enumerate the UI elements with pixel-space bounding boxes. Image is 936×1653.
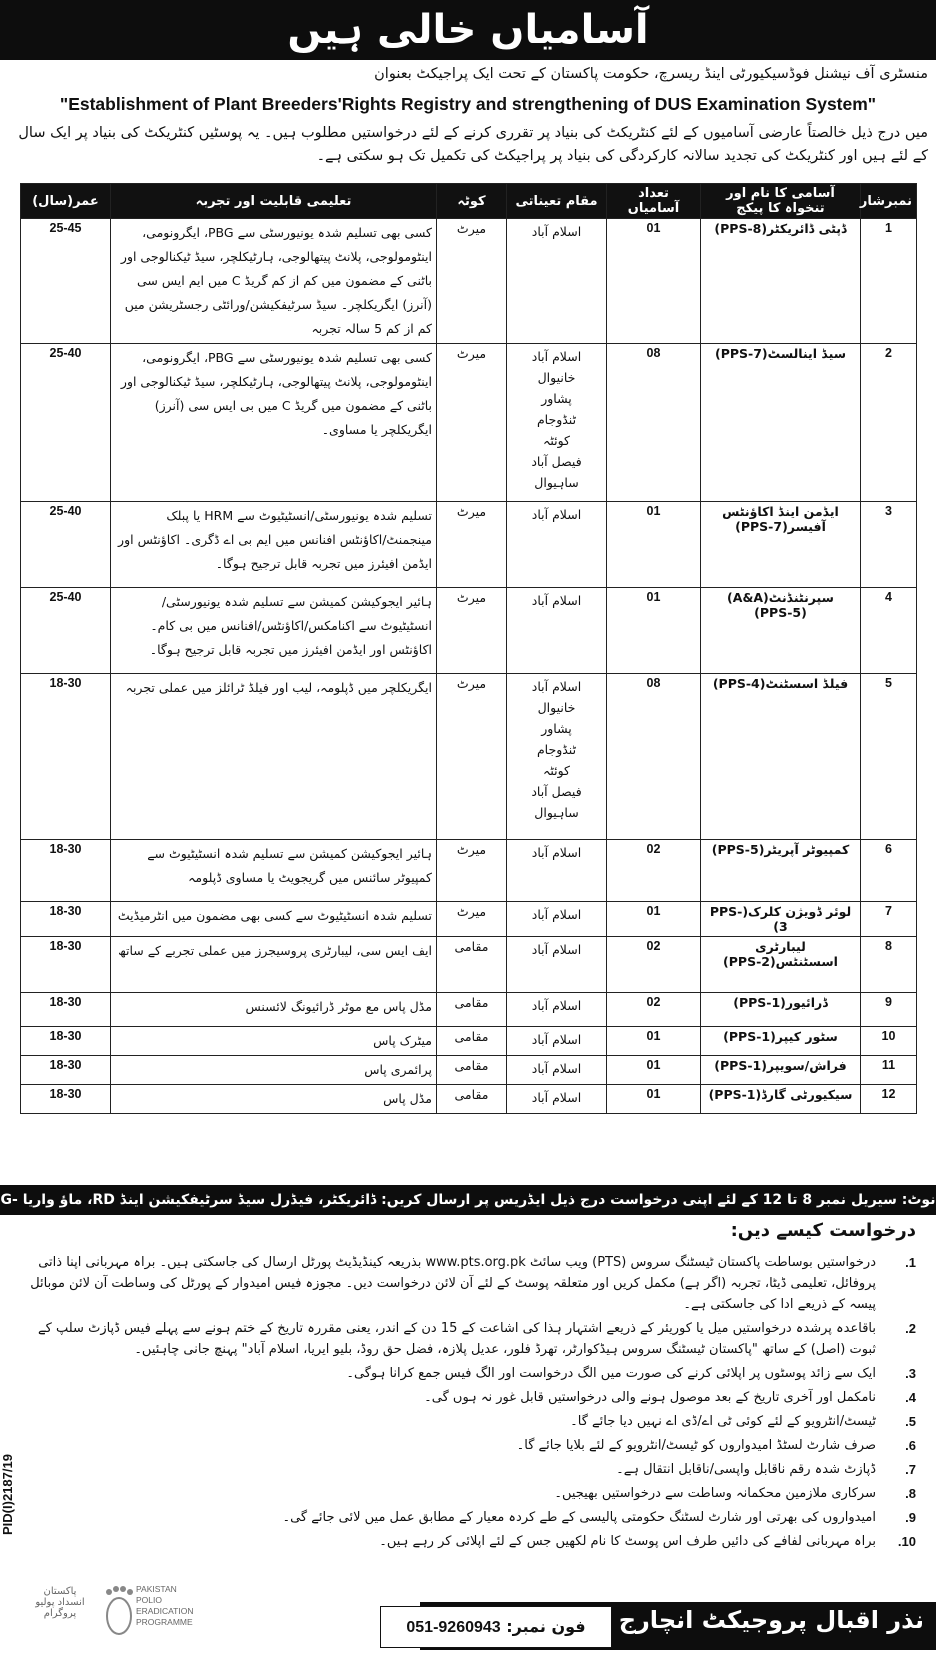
step-text: درخواستیں بوساطت پاکستان ٹیسٹنگ سروس (PTS) ویب سائٹ www.pts.org.pk بذریعہ کینڈیڈیٹ پورٹل ارسال کی جاسکتی ہیں۔ براہ مہربانی اپنا ذاتی پروفائل، تعلیمی ڈیٹا، تجربہ (اگر ہے) مکمل کریں اور متعلقہ پوسٹ کے لئے آن لائن درخواست دیں۔ مجوزہ فیس امیدوار کے پورٹل کی وساطت آن لائن موبائل پیسہ کے ذریعے ادا کی جاسکتی ہے۔ [30, 1255, 876, 1312]
table-header-row [21, 184, 917, 219]
serial-cell: 11 [861, 1056, 917, 1085]
location-cell: اسلام آباد [507, 219, 607, 344]
project-title: "Establishment of Plant Breeders'Rights Registry and strengthening of DUS Examination System" [59, 94, 877, 114]
polio-logo [24, 1578, 194, 1648]
post-name-cell: کمپیوٹر آپریٹر(PPS-5) [701, 840, 861, 902]
post-name-cell: فراش/سویپر(PPS-1) [701, 1056, 861, 1085]
qualification-cell: مڈل پاس مع موٹر ڈرائیونگ لائسنس [111, 993, 437, 1027]
col-header-quota: کوٹہ [437, 184, 507, 219]
qualification-cell: ہائیر ایجوکیشن کمیشن سے تسلیم شدہ یونیورسٹی/انسٹیٹیوٹ سے اکنامکس/اکاؤنٹس/افنانس میں بی کام۔ اکاؤنٹس اور ایڈمن افیئرز میں تجربہ قابل ترجیح ہوگا۔ [111, 588, 437, 674]
phone-number: 051-9260943 [406, 1619, 501, 1636]
qualification-cell: ہائیر ایجوکیشن کمیشن سے تسلیم شدہ انسٹیٹیوٹ سے کمپیوٹر سائنس میں گریجویٹ یا مساوی ڈپلومہ [111, 840, 437, 902]
quota-cell: میرٹ [437, 588, 507, 674]
how-to-apply-title: درخواست کیسے دیں: [730, 1220, 916, 1241]
step-text: باقاعدہ پرشدہ درخواستیں میل یا کوریئر کے ذریعے اشتہار ہذا کی اشاعت کے 15 دن کے اندر، یعنی مقررہ تاریخ کے ختم ہونے سے پہلے فیس ڈپازٹ سلپ کے ثبوت (اصل) کے ساتھ "پاکستان ٹیسٹنگ سروس ہیڈکوارٹر، تھرڈ فلور، عدیل پلازہ، فضل حق روڈ، بلیو ایریا، اسلام آباد" پہنچ جانی چاہئیں۔ [38, 1321, 876, 1357]
list-item [24, 1387, 916, 1408]
col-header-serial: نمبرشار [861, 184, 917, 219]
serial-cell: 2 [861, 344, 917, 502]
post-name-cell: سٹور کیپر(PPS-1) [701, 1027, 861, 1056]
step-number: 10. [897, 1534, 916, 1549]
step-number: 1. [905, 1255, 916, 1270]
step-number: 6. [905, 1438, 916, 1453]
table-row [21, 674, 917, 840]
step-text: ٹیسٹ/انٹرویو کے لئے کوئی ٹی اے/ڈی اے نہیں دیا جائے گا۔ [570, 1414, 876, 1429]
polio-urdu: پاکستان انسداد پولیو پروگرام [35, 1586, 85, 1619]
age-cell: 25-40 [21, 502, 111, 588]
col-header-post: آسامی کا نام اور تنخواہ کا پیکج [701, 184, 861, 219]
location-cell: اسلام آباد خانیوال پشاور ٹنڈوجام کوئٹہ فیصل آباد ساہیوال [507, 674, 607, 840]
list-item [24, 1318, 916, 1360]
list-item [24, 1531, 916, 1552]
serial-cell: 5 [861, 674, 917, 840]
vacancies-table [20, 183, 917, 1114]
step-text: امیدواروں کی بھرتی اور شارٹ لسٹنگ حکومتی پالیسی کے طے کردہ معیار کے مطابق عمل میں لائی جائے گی۔ [282, 1510, 876, 1525]
quota-cell: میرٹ [437, 502, 507, 588]
table-row [21, 993, 917, 1027]
count-cell: 01 [607, 1056, 701, 1085]
location-cell: اسلام آباد [507, 902, 607, 937]
count-cell: 01 [607, 502, 701, 588]
count-cell: 01 [607, 902, 701, 937]
post-name-cell: سیڈ اینالسٹ(PPS-7) [701, 344, 861, 502]
post-name-cell: سپرنٹنڈنٹ(A&A) (PPS-5) [701, 588, 861, 674]
serial-cell: 9 [861, 993, 917, 1027]
post-name-cell: لوئر ڈویژن کلرک(PPS-3) [701, 902, 861, 937]
table-row [21, 840, 917, 902]
quota-cell: مقامی [437, 1056, 507, 1085]
qualification-cell: تسلیم شدہ انسٹیٹیوٹ سے کسی بھی مضمون میں انٹرمیڈیٹ [111, 902, 437, 937]
age-cell: 18-30 [21, 1027, 111, 1056]
age-cell: 25-45 [21, 219, 111, 344]
pid-number: PID(I)2187/19 [0, 1454, 15, 1536]
location-cell: اسلام آباد [507, 1027, 607, 1056]
polio-line-3: ERADICATION [136, 1606, 194, 1616]
quota-cell: میرٹ [437, 840, 507, 902]
col-header-count: تعداد آسامیاں [607, 184, 701, 219]
list-item [24, 1507, 916, 1528]
qualification-cell: پرائمری پاس [111, 1056, 437, 1085]
serial-cell: 7 [861, 902, 917, 937]
location-cell: اسلام آباد [507, 502, 607, 588]
qualification-cell: کسی بھی تسلیم شدہ یونیورسٹی سے PBG، ایگرونومی، اینٹومولوجی، پلانٹ پیتھالوجی، ہارٹیکلچر، سیڈ ٹیکنالوجی اور باٹنی کے مضمون میں کم از کم گریڈ C میں ایم ایس سی (آنرز) ایگریکلچر۔ سیڈ سرٹیفکیشن/ورائٹی رجسٹریشن میں کم از کم 5 سالہ تجربہ [111, 219, 437, 344]
phone-box [380, 1606, 612, 1648]
list-item [24, 1363, 916, 1384]
intro-line-2: میں درج ذیل خالصتاً عارضی آسامیوں کے لئے کنٹریکٹ کی بنیاد پر تقرری کرنے کے لئے درخواستیں مطلوب ہیں۔ یہ پوسٹیں کنٹریکٹ کی بنیاد پر ایک سال کے لئے ہیں اور کنٹریکٹ کی تجدید سالانہ کارکردگی کی بنیاد پر پراجیکٹ کی تکمیل تک ہو سکتی ہے۔ [18, 125, 928, 164]
list-item [24, 1483, 916, 1504]
phone-label: فون نمبر: [506, 1617, 586, 1636]
quota-cell: میرٹ [437, 902, 507, 937]
serial-cell: 6 [861, 840, 917, 902]
list-item [24, 1459, 916, 1480]
qualification-cell: مڈل پاس [111, 1085, 437, 1114]
step-number: 2. [905, 1321, 916, 1336]
serial-cell: 4 [861, 588, 917, 674]
col-header-location: مقام تعیناتی [507, 184, 607, 219]
quota-cell: مقامی [437, 1027, 507, 1056]
count-cell: 08 [607, 344, 701, 502]
step-number: 5. [905, 1414, 916, 1429]
intro-line-1: منسٹری آف نیشنل فوڈسیکیورٹی اینڈ ریسرچ، حکومت پاکستان کے تحت ایک پراجیکٹ بعنوان [374, 66, 928, 82]
count-cell: 01 [607, 1027, 701, 1056]
quota-cell: میرٹ [437, 219, 507, 344]
age-cell: 25-40 [21, 344, 111, 502]
step-number: 8. [905, 1486, 916, 1501]
age-cell: 18-30 [21, 902, 111, 937]
post-name-cell: لیبارٹری اسسٹنٹس(PPS-2) [701, 937, 861, 993]
officer-name: نذر اقبال پروجیکٹ انچارج [618, 1606, 924, 1634]
quota-cell: مقامی [437, 993, 507, 1027]
qualification-cell: میٹرک پاس [111, 1027, 437, 1056]
count-cell: 01 [607, 219, 701, 344]
location-cell: اسلام آباد [507, 840, 607, 902]
location-cell: اسلام آباد [507, 1056, 607, 1085]
polio-line-1: PAKISTAN [136, 1584, 177, 1594]
step-text: صرف شارٹ لسٹڈ امیدواروں کو ٹیسٹ/انٹرویو کے لئے بلایا جائے گا۔ [516, 1438, 876, 1453]
post-name-cell: فیلڈ اسسٹنٹ(PPS-4) [701, 674, 861, 840]
post-name-cell: ایڈمن اینڈ اکاؤنٹس آفیسر(PPS-7) [701, 502, 861, 588]
serial-cell: 12 [861, 1085, 917, 1114]
step-text: نامکمل اور آخری تاریخ کے بعد موصول ہونے والی درخواستیں قابل غور نہ ہوں گی۔ [424, 1390, 876, 1405]
how-to-apply-steps [24, 1252, 916, 1555]
step-text: براہ مہربانی لفافے کی دائیں طرف اس پوسٹ کا نام لکھیں جس کے لئے اپلائی کر رہے ہیں۔ [379, 1534, 876, 1549]
count-cell: 02 [607, 840, 701, 902]
table-row [21, 502, 917, 588]
table-row [21, 1027, 917, 1056]
vacancies-banner: آسامیاں خالی ہیں [0, 0, 936, 60]
serial-cell: 3 [861, 502, 917, 588]
step-text: ایک سے زائد پوسٹوں پر اپلائی کرنے کی صورت میں الگ درخواست اور الگ فیس جمع کرانا ہوگی۔ [346, 1366, 876, 1381]
age-cell: 18-30 [21, 674, 111, 840]
age-cell: 18-30 [21, 993, 111, 1027]
age-cell: 18-30 [21, 1085, 111, 1114]
location-cell: اسلام آباد [507, 937, 607, 993]
polio-line-2: POLIO [136, 1595, 162, 1605]
col-header-age: عمر(سال) [21, 184, 111, 219]
qualification-cell: تسلیم شدہ یونیورسٹی/انسٹیٹیوٹ سے HRM یا پبلک مینجمنٹ/اکاؤنٹس افنانس میں ایم بی اے ڈگری۔ اکاؤنٹس اور ایڈمن افیئرز میں تجربہ قابل ترجیح ہوگا۔ [111, 502, 437, 588]
list-item [24, 1435, 916, 1456]
quota-cell: مقامی [437, 937, 507, 993]
qualification-cell: ایف ایس سی، لیبارٹری پروسیجرز میں عملی تجربے کے ساتھ [111, 937, 437, 993]
age-cell: 18-30 [21, 1056, 111, 1085]
count-cell: 01 [607, 588, 701, 674]
polio-line-4: PROGRAMME [136, 1617, 193, 1627]
serial-cell: 10 [861, 1027, 917, 1056]
step-text: ڈپازٹ شدہ رقم ناقابل واپسی/ناقابل انتقال ہے۔ [616, 1462, 876, 1477]
step-number: 3. [905, 1366, 916, 1381]
table-row [21, 902, 917, 937]
list-item [24, 1411, 916, 1432]
age-cell: 25-40 [21, 588, 111, 674]
serial-cell: 8 [861, 937, 917, 993]
count-cell: 08 [607, 674, 701, 840]
step-number: 4. [905, 1390, 916, 1405]
location-cell: اسلام آباد [507, 1085, 607, 1114]
serial-cell: 1 [861, 219, 917, 344]
note-bar: نوٹ: سیریل نمبر 8 تا 12 کے لئے اپنی درخواست درج ذیل ایڈریس پر ارسال کریں: ڈائریکٹر، فیڈرل سیڈ سرٹیفکیشن اینڈ RD، ماؤ واریا G-9/4، اسلام آباد۔ [0, 1185, 936, 1215]
post-name-cell: سیکیورٹی گارڈ(PPS-1) [701, 1085, 861, 1114]
quota-cell: مقامی [437, 1085, 507, 1114]
col-header-qualification: تعلیمی قابلیت اور تجربہ [111, 184, 437, 219]
table-row [21, 344, 917, 502]
step-number: 9. [905, 1510, 916, 1525]
location-cell: اسلام آباد خانیوال پشاور ٹنڈوجام کوئٹہ فیصل آباد ساہیوال [507, 344, 607, 502]
post-name-cell: ڈپٹی ڈائریکٹر(PPS-8) [701, 219, 861, 344]
age-cell: 18-30 [21, 937, 111, 993]
table-row [21, 937, 917, 993]
table-row [21, 588, 917, 674]
step-text: سرکاری ملازمین محکمانہ وساطت سے درخواستیں بھیجیں۔ [554, 1486, 876, 1501]
table-row [21, 1085, 917, 1114]
qualification-cell: ایگریکلچر میں ڈپلومہ، لیب اور فیلڈ ٹرائلز میں عملی تجربہ [111, 674, 437, 840]
qualification-cell: کسی بھی تسلیم شدہ یونیورسٹی سے PBG، ایگرونومی، اینٹومولوجی، پلانٹ پیتھالوجی، ہارٹیکلچر، سیڈ ٹیکنالوجی اور باٹنی کے مضمون میں گریڈ C میں بی ایس سی (آنرز) ایگریکلچر یا مساوی۔ [111, 344, 437, 502]
list-item [24, 1252, 916, 1315]
post-name-cell: ڈرائیور(PPS-1) [701, 993, 861, 1027]
count-cell: 01 [607, 1085, 701, 1114]
step-number: 7. [905, 1462, 916, 1477]
quota-cell: میرٹ [437, 344, 507, 502]
table-row [21, 219, 917, 344]
age-cell: 18-30 [21, 840, 111, 902]
table-row [21, 1056, 917, 1085]
location-cell: اسلام آباد [507, 588, 607, 674]
count-cell: 02 [607, 937, 701, 993]
quota-cell: میرٹ [437, 674, 507, 840]
location-cell: اسلام آباد [507, 993, 607, 1027]
count-cell: 02 [607, 993, 701, 1027]
